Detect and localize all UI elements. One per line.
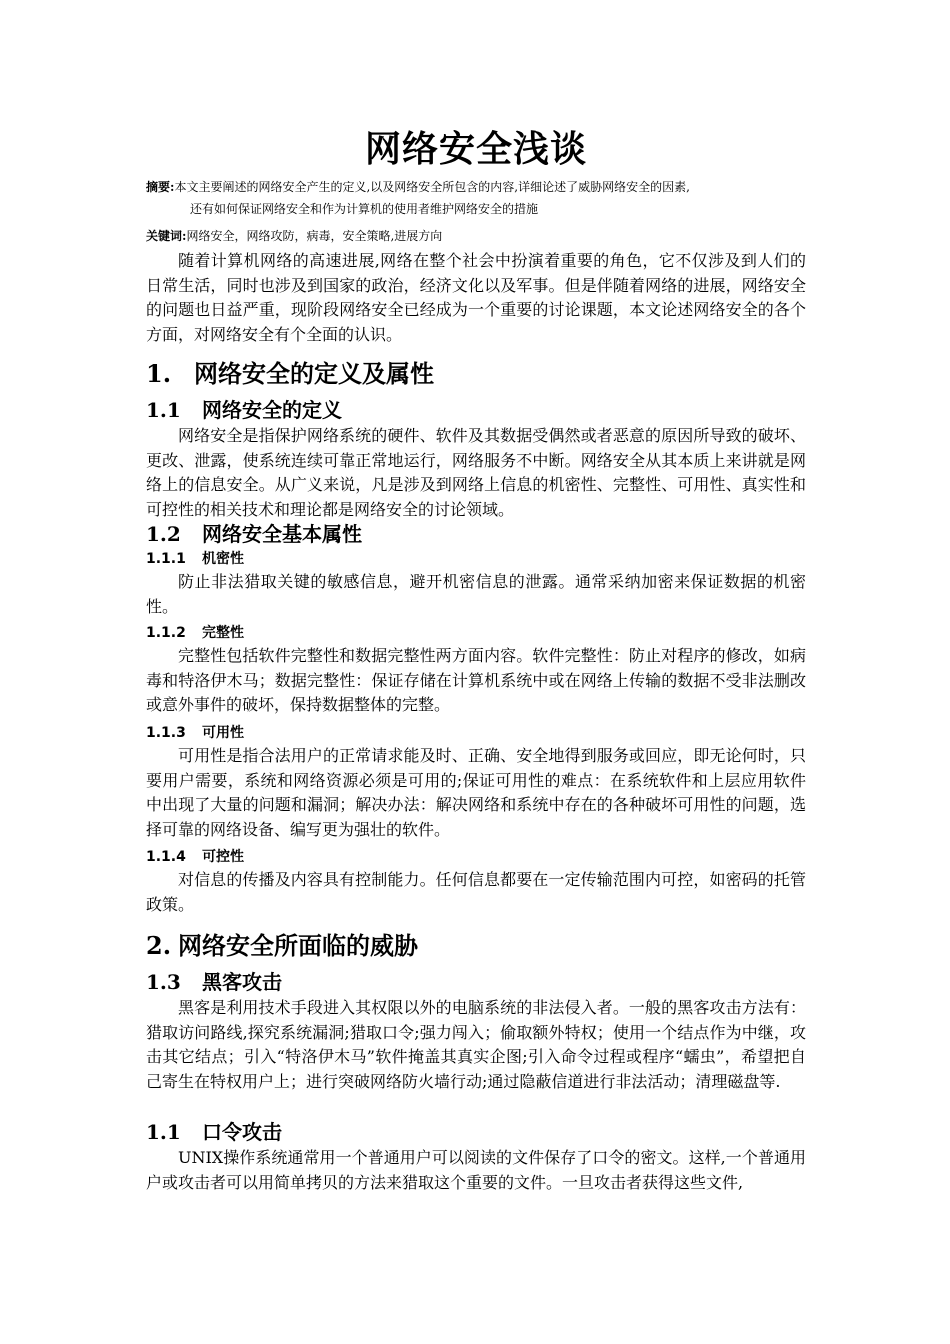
intro-paragraph: 随着计算机网络的高速进展,网络在整个社会中扮演着重要的角色，它不仅涉及到人们的日常生活，同时也涉及到国家的政治，经济文化以及军事。但是伴随着网络的进展，网络安全的问题也日益严重，现阶段网络安全已经成为一个重要的讨论课题，本文论述网络安全的各个方面，对网络安全有个全面的认识。 (146, 251, 806, 344)
abstract-continuation: 还有如何保证网络安全和作为计算机的使用者维护网络安全的措施 (190, 202, 539, 216)
section-1-2-heading (146, 520, 806, 548)
subsection-number: 1.1.3 (146, 725, 186, 741)
subsection-paragraph: 可用性是指合法用户的正常请求能及时、正确、安全地得到服务或回应，即无论何时，只要用户需要，系统和网络资源必须是可用的;保证可用性的难点：在系统软件和上层应用软件中出现了大量的问题和漏洞；解决办法：解决网络和系统中存在的各种破坏可用性的问题，选择可靠的网络设备、编写更为强壮的软件。 (146, 746, 806, 839)
intro-block (146, 249, 806, 347)
subsection-paragraph: 完整性包括软件完整性和数据完整性两方面内容。软件完整性：防止对程序的修改，如病毒和特洛伊木马；数据完整性：保证存储在计算机系统中或在网络上传输的数据不受非法删改或意外事件的破坏，保持数据整体的完整。 (146, 646, 806, 714)
keywords-text: 网络安全，网络攻防，病毒，安全策略,进展方向 (186, 229, 443, 243)
section-number: 1.3 (146, 970, 181, 994)
subsection-number: 1.1.4 (146, 849, 186, 865)
section-number: 2. (146, 931, 172, 960)
section-paragraph: UNIX操作系统通常用一个普通用户可以阅读的文件保存了口令的密文。这样,一个普通用户或攻击者可以用简单拷贝的方法来猎取这个重要的文件。一旦攻击者获得这些文件, (146, 1148, 806, 1192)
subsection-number: 1.1.1 (146, 551, 186, 567)
section-number: 1.1 (146, 398, 181, 422)
section-2-heading (146, 929, 806, 963)
section-number: 1. (146, 359, 172, 388)
section-title: 网络安全所面临的威胁 (178, 931, 418, 960)
section-password-attack (146, 1118, 806, 1195)
subsection-availability (146, 722, 806, 842)
section-title: 口令攻击 (202, 1120, 282, 1144)
section-paragraph: 网络安全是指保护网络系统的硬件、软件及其数据受偶然或者恶意的原因所导致的破坏、更改、泄露，使系统连续可靠正常地运行，网络服务不中断。网络安全从其本质上来讲就是网络上的信息安全。从广义来说，凡是涉及到网络上信息的机密性、完整性、可用性、真实性和可控性的相关技术和理论都是网络安全的讨论领域。 (146, 426, 806, 519)
subsection-title: 完整性 (202, 625, 244, 641)
section-paragraph: 黑客是利用技术手段进入其权限以外的电脑系统的非法侵入者。一般的黑客攻击方法有：猎取访问路线,探究系统漏洞;猎取口令;强力闯入；偷取额外特权；使用一个结点作为中继，攻击其它结点；引入“特洛伊木马”软件掩盖其真实企图;引入命令过程或程序“蠕虫”，希望把自己寄生在特权用户上；进行突破网络防火墙行动;通过隐蔽信道进行非法活动；清理磁盘等. (146, 998, 806, 1091)
keywords (146, 226, 806, 246)
abstract-label: 摘要: (146, 180, 175, 194)
subsection-number: 1.1.2 (146, 625, 186, 641)
document-title: 网络安全浅谈 (364, 128, 587, 170)
section-title: 网络安全基本属性 (202, 522, 362, 546)
subsection-paragraph: 防止非法猎取关键的敏感信息，避开机密信息的泄露。通常采纳加密来保证数据的机密性。 (146, 572, 806, 616)
subsection-controllability (146, 846, 806, 917)
section-number: 1.2 (146, 522, 181, 546)
section-title: 网络安全的定义 (202, 398, 342, 422)
section-number: 1.1 (146, 1120, 181, 1144)
section-hacker-attack (146, 968, 806, 1094)
subsection-confidentiality (146, 548, 806, 619)
section-title: 网络安全的定义及属性 (194, 359, 434, 388)
abstract (146, 176, 806, 220)
subsection-title: 可用性 (202, 725, 244, 741)
keywords-label: 关键词: (146, 229, 187, 243)
section-1-1 (146, 396, 806, 522)
subsection-title: 机密性 (202, 551, 244, 567)
subsection-paragraph: 对信息的传播及内容具有控制能力。任何信息都要在一定传输范围内可控，如密码的托管政策。 (146, 870, 806, 914)
section-1-heading (146, 357, 806, 391)
subsection-integrity (146, 622, 806, 718)
subsection-title: 可控性 (202, 849, 244, 865)
abstract-text: 本文主要阐述的网络安全产生的定义,以及网络安全所包含的内容,详细论述了威胁网络安全的因素, (174, 180, 690, 194)
section-title: 黑客攻击 (202, 970, 282, 994)
